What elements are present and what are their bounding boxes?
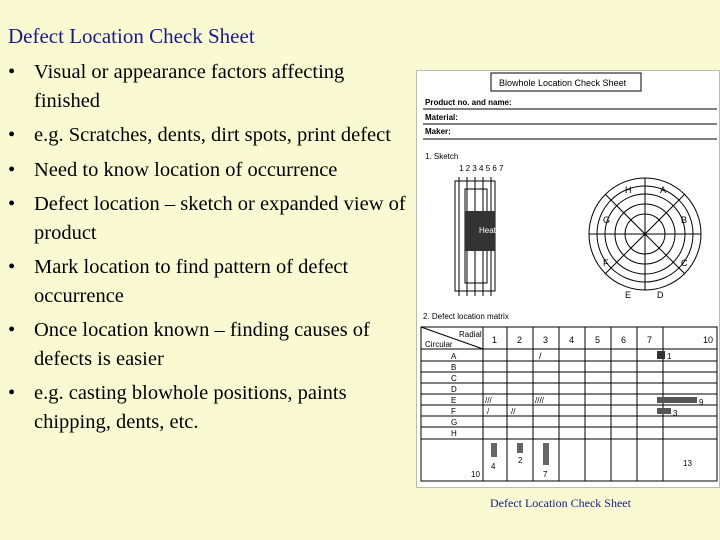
tally-mark: 13	[683, 459, 692, 468]
tally-mark: /	[539, 351, 542, 361]
row-label: E	[451, 396, 457, 405]
tally-mark: 4	[491, 462, 496, 471]
circle-letter-h: H	[625, 185, 632, 195]
defect-bar	[657, 408, 671, 414]
circle-letter-a: A	[660, 185, 667, 195]
row-label: A	[451, 352, 457, 361]
bullet-dot: •	[8, 256, 16, 278]
field-product: Product no. and name:	[425, 98, 512, 107]
tally-mark: //	[511, 407, 516, 416]
part-top-view	[589, 178, 701, 290]
bullet-dot: •	[8, 124, 16, 146]
field-material: Material:	[425, 113, 458, 122]
row-label: D	[451, 385, 457, 394]
bullet-text: Defect location – sketch or expanded view of product	[34, 193, 406, 244]
row-label: H	[451, 429, 457, 438]
field-maker: Maker:	[425, 127, 451, 136]
tally-mark: ///	[485, 396, 492, 405]
tally-mark: /	[487, 407, 490, 416]
heat-label: Heat no.	[479, 226, 510, 235]
sketch-numbers: 1 2 3 4 5 6 7	[459, 164, 504, 173]
tally-mark: 7	[543, 470, 548, 479]
defect-bar	[543, 443, 549, 465]
column-header: 2	[517, 335, 523, 345]
column-header: 4	[569, 335, 575, 345]
tally-mark: ////	[535, 396, 544, 405]
bullet-dot: •	[8, 158, 16, 181]
defect-bar	[657, 397, 697, 403]
figure-title: Blowhole Location Check Sheet	[499, 78, 627, 88]
bullet-dot: •	[8, 382, 16, 404]
circle-letter-d: D	[657, 290, 664, 300]
column-header: 3	[543, 335, 549, 345]
row-label: G	[451, 418, 458, 427]
sketch-label: 1. Sketch	[425, 152, 459, 161]
tally-mark: 10	[471, 470, 480, 479]
row-label: B	[451, 363, 457, 372]
tally-mark: 3	[673, 409, 678, 418]
bullet-text: Need to know location of occurrence	[34, 158, 338, 181]
matrix-label: 2. Defect location matrix	[423, 312, 509, 321]
circle-letter-f: F	[603, 258, 609, 268]
column-header: 7	[647, 335, 653, 345]
bullet-text: Once location known – finding causes of defects is easier	[34, 319, 370, 370]
bullet-item	[8, 121, 408, 150]
row-label: F	[451, 407, 456, 416]
bullet-text: e.g. Scratches, dents, dirt spots, print defect	[34, 124, 391, 146]
bullet-dot: •	[8, 193, 16, 215]
defect-matrix	[421, 327, 717, 481]
figure-caption: Defect Location Check Sheet	[490, 496, 631, 510]
circle-letter-b: B	[681, 215, 688, 225]
bullet-item	[8, 379, 408, 436]
tally-mark: 2	[518, 456, 523, 465]
column-header: 5	[595, 335, 601, 345]
column-header: 6	[621, 335, 627, 345]
circle-letter-c: C	[681, 258, 688, 268]
radial-label: Radial	[459, 330, 482, 339]
check-sheet-figure	[416, 70, 720, 488]
part-side-view	[455, 177, 495, 296]
check-sheet-drawing	[417, 71, 719, 487]
bullet-item	[8, 58, 408, 115]
circle-letter-g: G	[603, 215, 611, 225]
tally-mark: 1	[667, 352, 672, 361]
bullet-text: Visual or appearance factors affecting finished	[34, 61, 345, 112]
defect-bar	[491, 443, 497, 457]
row-label: C	[451, 374, 457, 383]
circular-label: Circular	[425, 340, 453, 349]
bullet-item	[8, 316, 408, 373]
circle-letter-e: E	[625, 290, 632, 300]
defect-bar	[517, 443, 523, 453]
bullet-dot: •	[8, 61, 16, 83]
bullet-text: Mark location to find pattern of defect occurrence	[34, 256, 349, 307]
tally-mark: 9	[699, 398, 704, 407]
column-header: 10	[703, 335, 714, 345]
bullet-list	[8, 58, 408, 442]
column-header: 1	[492, 335, 498, 345]
bullet-text: e.g. casting blowhole positions, paints chipping, dents, etc.	[34, 382, 347, 433]
bullet-dot: •	[8, 319, 16, 341]
slide-title: Defect Location Check Sheet	[8, 24, 255, 48]
defect-bar	[657, 351, 665, 359]
bullet-item	[8, 156, 408, 185]
bullet-item	[8, 253, 408, 310]
bullet-item	[8, 190, 408, 247]
